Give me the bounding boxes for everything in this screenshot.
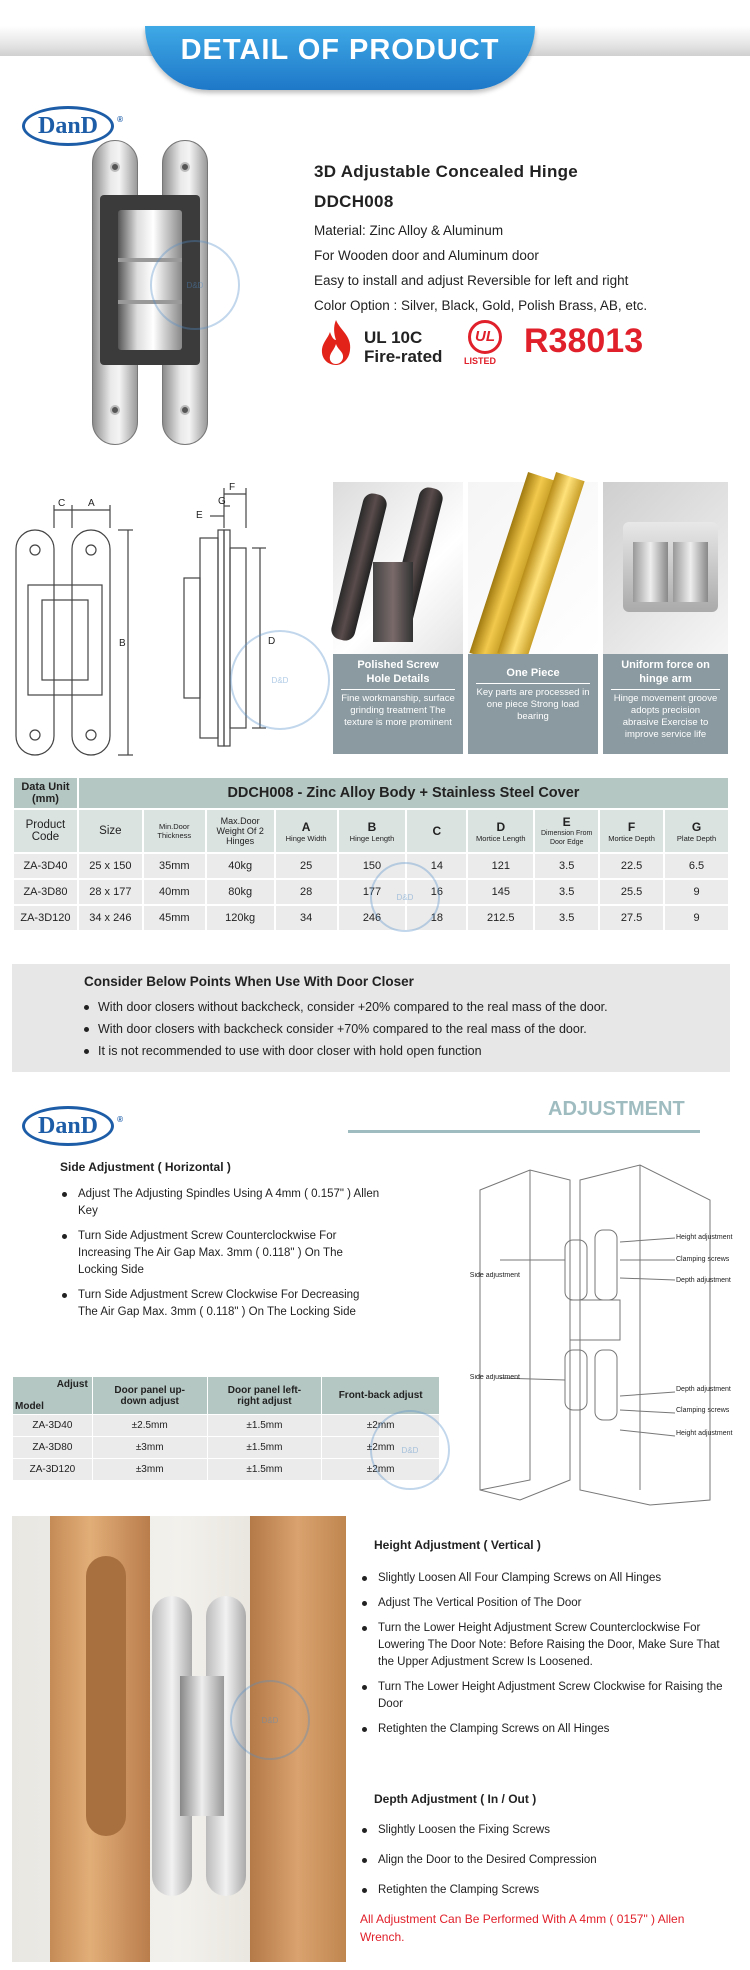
feature-desc: Key parts are processed in one piece Strong load bearing <box>476 687 590 722</box>
diagram-label: Clamping screws <box>676 1256 730 1263</box>
height-adjust-item: Turn the Lower Height Adjustment Screw Counterclockwise For Lowering The Door Note: Before Raising the Door, Make Sure That the Upper Adjustment Screw Is Loosened. <box>362 1620 728 1671</box>
diagram-label: Height adjustment <box>676 1234 733 1241</box>
height-adjust-item: Adjust The Vertical Position of The Door <box>362 1595 728 1612</box>
height-adjust-item: Turn The Lower Height Adjustment Screw Clockwise for Raising the Door <box>362 1679 728 1713</box>
side-adjust-item: Turn Side Adjustment Screw Counterclockwise For Increasing The Air Gap Max. 3mm ( 0.118" ) On The Locking Side <box>62 1228 362 1279</box>
logo-registered: ® <box>117 1115 123 1124</box>
watermark-seal <box>370 1410 450 1490</box>
product-specs <box>314 218 647 318</box>
feature-photo-1 <box>333 482 463 654</box>
side-adjust-item: Turn Side Adjustment Screw Clockwise For Decreasing The Air Gap Max. 3mm ( 0.118" ) On The Locking Side <box>62 1287 362 1321</box>
feature-photo-3 <box>603 482 728 654</box>
col-header: Front-back adjust <box>322 1377 440 1415</box>
cert-number: R38013 <box>524 322 644 360</box>
front-view-drawing <box>8 490 158 770</box>
side-adjust-list <box>62 1186 402 1329</box>
watermark-mark: D&D <box>186 280 204 290</box>
ul-mark-text: UL <box>475 328 495 345</box>
col-header: Size <box>78 809 143 853</box>
depth-adjust-item: Align the Door to the Desired Compression <box>362 1852 728 1869</box>
hinge-install-diagram <box>470 1160 740 1510</box>
col-header: B Hinge Length <box>338 809 407 853</box>
fire-rating <box>364 328 442 366</box>
watermark-seal <box>150 240 240 330</box>
page-title: DETAIL OF PRODUCT <box>180 34 500 66</box>
dim-label-d: D <box>268 636 276 647</box>
col-header: C <box>406 809 467 853</box>
dim-label-c: C <box>58 498 66 509</box>
watermark-seal <box>230 1680 310 1760</box>
logo-text: DanD <box>37 1113 98 1139</box>
heading-rule <box>348 1130 700 1133</box>
fire-rating-line2: Fire-rated <box>364 347 443 366</box>
ul-listed: LISTED <box>464 356 497 366</box>
feature-desc: Hinge movement groove adopts precision abrasive Exercise to improve service life <box>613 693 718 740</box>
feature-caption-2 <box>468 654 598 754</box>
watermark-mark: D&D <box>401 1445 419 1455</box>
diagram-label: Clamping screws <box>676 1407 730 1414</box>
diagram-label: Depth adjustment <box>676 1277 731 1284</box>
height-adjust-item: Retighten the Clamping Screws on All Hinges <box>362 1721 728 1738</box>
dim-label-b: B <box>119 638 126 649</box>
table-row: ZA-3D40 25 x 150 35mm 40kg 25 150 14 121 3.5 22.5 6.5 <box>13 853 729 879</box>
col-header: E Dimension From Door Edge <box>534 809 599 853</box>
height-adjust-item: Slightly Loosen All Four Clamping Screws on All Hinges <box>362 1570 728 1587</box>
closer-item: It is not recommended to use with door closer with hold open function <box>84 1040 608 1062</box>
dim-label-a: A <box>88 498 95 509</box>
dand-logo <box>22 1106 123 1146</box>
logo-registered: ® <box>117 115 123 124</box>
logo-text: DanD <box>37 113 98 139</box>
diagram-label: Depth adjustment <box>676 1386 731 1393</box>
feature-caption-3 <box>603 654 728 754</box>
spec-line: Material: Zinc Alloy & Aluminum <box>314 223 504 238</box>
watermark-seal <box>230 630 330 730</box>
product-code: DDCH008 <box>314 192 394 211</box>
spec-line: For Wooden door and Aluminum door <box>314 248 539 263</box>
watermark-mark: D&D <box>396 892 414 902</box>
spec-line: Color Option : Silver, Black, Gold, Polish Brass, AB, etc. <box>314 298 648 313</box>
col-header: Door panel left-right adjust <box>207 1377 322 1415</box>
closer-title: Consider Below Points When Use With Door Closer <box>84 974 414 989</box>
fire-rating-line1: UL 10C <box>364 328 423 347</box>
diagram-label: Side adjustment <box>470 1272 520 1279</box>
adjustment-heading: ADJUSTMENT <box>548 1098 685 1120</box>
side-adjust-title: Side Adjustment ( Horizontal ) <box>60 1160 231 1174</box>
dim-label-f: F <box>229 482 236 493</box>
table-row: ZA-3D80 28 x 177 40mm 80kg 28 177 16 145 3.5 25.5 9 <box>13 879 729 905</box>
col-header: G Plate Depth <box>664 809 729 853</box>
table-row: ZA-3D80 ±3mm ±1.5mm ±2mm <box>13 1437 440 1459</box>
depth-adjust-title: Depth Adjustment ( In / Out ) <box>374 1792 537 1806</box>
height-adjust-title: Height Adjustment ( Vertical ) <box>374 1538 541 1552</box>
fire-icon <box>318 318 354 366</box>
col-header: D Mortice Length <box>467 809 534 853</box>
col-header: A Hinge Width <box>275 809 338 853</box>
table-caption: DDCH008 - Zinc Alloy Body + Stainless Steel Cover <box>78 777 729 809</box>
col-header: Product Code <box>13 809 78 853</box>
feature-photo-2 <box>468 482 598 654</box>
feature-title: Uniform force on hinge arm <box>621 659 710 685</box>
height-adjust-list <box>362 1570 728 1746</box>
col-header: Door panel up-down adjust <box>92 1377 207 1415</box>
depth-adjust-item: Slightly Loosen the Fixing Screws <box>362 1822 728 1839</box>
feature-title: Polished Screw Hole Details <box>357 659 439 685</box>
col-header: F Mortice Depth <box>599 809 664 853</box>
diagram-label: Height adjustment <box>676 1430 733 1437</box>
watermark-mark: D&D <box>261 1715 279 1725</box>
feature-title: One Piece <box>506 667 560 679</box>
watermark-seal <box>370 862 440 932</box>
corner-bottom: Model <box>15 1401 44 1412</box>
corner-cell <box>13 1377 93 1415</box>
table-row: ZA-3D120 34 x 246 45mm 120kg 34 246 18 212.5 3.5 27.5 9 <box>13 905 729 931</box>
table-row: ZA-3D40 ±2.5mm ±1.5mm ±2mm <box>13 1415 440 1437</box>
watermark-mark: D&D <box>271 675 289 685</box>
table-header-row <box>13 809 729 853</box>
closer-item: With door closers without backcheck, consider +20% compared to the real mass of the door. <box>84 996 608 1018</box>
col-header: Min.Door Thickness <box>143 809 206 853</box>
closer-item: With door closers with backcheck consider +70% compared to the real mass of the door. <box>84 1018 608 1040</box>
ul-mark-icon <box>468 320 502 354</box>
door-closer-notes <box>12 964 730 1072</box>
dim-label-e: E <box>196 510 203 521</box>
depth-adjust-list <box>362 1822 728 1907</box>
table-row: ZA-3D120 ±3mm ±1.5mm ±2mm <box>13 1459 440 1481</box>
side-adjust-item: Adjust The Adjusting Spindles Using A 4mm ( 0.157" ) Allen Key <box>62 1186 402 1220</box>
col-header: Max.Door Weight Of 2 Hinges <box>206 809 275 853</box>
spec-line: Easy to install and adjust Reversible for left and right <box>314 273 629 288</box>
diagram-label: Side adjustment <box>470 1374 520 1381</box>
product-name: 3D Adjustable Concealed Hinge <box>314 162 579 181</box>
adjustment-note: All Adjustment Can Be Performed With A 4mm ( 0157" ) Allen Wrench. <box>360 1912 685 1944</box>
table-unit-label: Data Unit (mm) <box>13 777 78 809</box>
feature-desc: Fine workmanship, surface grinding treatment The texture is more prominent <box>341 693 455 728</box>
side-view-drawing <box>170 478 300 778</box>
dim-label-g: G <box>218 496 226 507</box>
depth-adjust-item: Retighten the Clamping Screws <box>362 1882 728 1899</box>
corner-top: Adjust <box>56 1379 88 1390</box>
feature-caption-1 <box>333 654 463 754</box>
